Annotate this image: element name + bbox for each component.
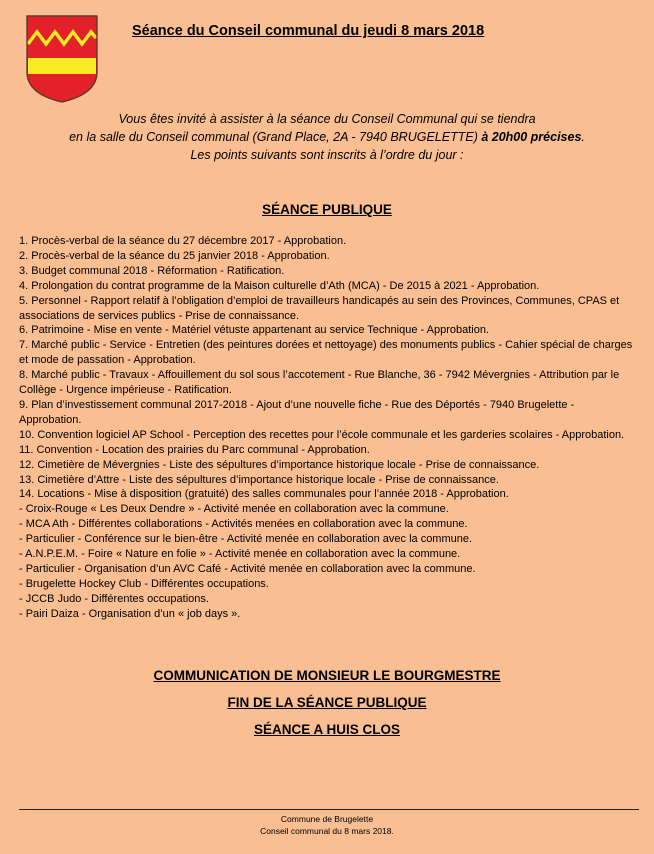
footer-meeting: Conseil communal du 8 mars 2018. [260, 826, 394, 836]
footer-municipality: Commune de Brugelette [280, 814, 374, 824]
start-time-text: à 20h00 précises [477, 130, 582, 144]
agenda-item: 9. Plan d’investissement communal 2017-2018 - Ajout d’une nouvelle fiche - Rue des Déportés - 7940 Brugelette - Approbation. [19, 398, 575, 426]
invitation-line-1: Vous êtes invité à assister à la séance du Conseil Communal qui se tiendra [118, 112, 536, 126]
invitation-text [0, 110, 654, 164]
page-title: Séance du Conseil communal du jeudi 8 mars 2018 [132, 23, 485, 39]
agenda-subitem: - A.N.P.E.M. - Foire « Nature en folie » - Activité menée en collaboration avec la commune. [19, 548, 461, 561]
mayor-communication-heading: COMMUNICATION DE MONSIEUR LE BOURGMESTRE [153, 668, 501, 683]
agenda-subitem: - MCA Ath - Différentes collaborations - Activités menées en collaboration avec la commune. [19, 518, 468, 531]
invitation-line-3: Les points suivants sont inscrits à l’ordre du jour : [190, 148, 464, 162]
end-public-session-heading: FIN DE LA SÉANCE PUBLIQUE [227, 695, 427, 710]
agenda-item: 4. Prolongation du contrat programme de la Maison culturelle d’Ath (MCA) - De 2015 à 2021 - Approbation. [19, 279, 540, 292]
agenda-subitem: - Croix-Rouge « Les Deux Dendre » - Activité menée en collaboration avec la commune. [19, 503, 449, 516]
municipal-coat-of-arms [25, 14, 99, 104]
public-session-heading: SÉANCE PUBLIQUE [262, 202, 392, 217]
agenda-item: 5. Personnel - Rapport relatif à l’obligation d’emploi de travailleurs handicapés au sein des Provinces, Communes, CPAS et associations de services publics - Prise de connaissance. [19, 294, 620, 322]
closed-session-heading: SÉANCE A HUIS CLOS [253, 722, 400, 737]
agenda-item: 3. Budget communal 2018 - Réformation - Ratification. [19, 264, 285, 277]
agenda-item: 12. Cimetière de Mévergnies - Liste des sépultures d’importance historique locale - Prise de connaissance. [19, 458, 540, 471]
venue-text: en la salle du Conseil communal (Grand Place, 2A - 7940 BRUGELETTE) [69, 130, 478, 144]
agenda-subitem: - Particulier - Conférence sur le bien-être - Activité menée en collaboration avec la commune. [19, 533, 473, 546]
agenda-item: 14. Locations - Mise à disposition (gratuité) des salles communales pour l’année 2018 - Approbation. [19, 488, 509, 501]
agenda-item: 11. Convention - Location des prairies du Parc communal - Approbation. [19, 443, 370, 456]
footer-divider [19, 809, 639, 810]
agenda-subitem: - Pairi Daiza - Organisation d’un « job days ». [19, 607, 241, 620]
agenda-item: 1. Procès-verbal de la séance du 27 décembre 2017 - Approbation. [19, 235, 347, 247]
agenda-item: 7. Marché public - Service - Entretien (des peintures dorées et nettoyage) des monuments publics - Cahier spécial de charges et mode de passation - Approbation. [19, 339, 633, 367]
agenda-subitem: - Brugelette Hockey Club - Différentes occupations. [19, 577, 269, 590]
agenda-item: 6. Patrimoine - Mise en vente - Matériel vétuste appartenant au service Technique - Approbation. [19, 324, 490, 337]
agenda-item: 8. Marché public - Travaux - Affouillement du sol sous l’accotement - Rue Blanche, 36 - 7942 Mévergnies - Attribution par le Collège - Urgence impérieuse - Ratification. [19, 369, 620, 397]
agenda-subitem: - Particulier - Organisation d’un AVC Café - Activité menée en collaboration avec la commune. [19, 562, 476, 575]
agenda-list [19, 234, 639, 622]
agenda-item: 13. Cimetière d’Attre - Liste des sépultures d’importance historique locale - Prise de connaissance. [19, 473, 499, 486]
agenda-subitem: - JCCB Judo - Différentes occupations. [19, 592, 209, 605]
agenda-item: 10. Convention logiciel AP School - Perception des recettes pour l’école communale et les garderies scolaires - Approbation. [19, 428, 625, 441]
footer [0, 813, 654, 837]
line-2-period: . [581, 130, 585, 144]
invitation-line-2 [0, 128, 654, 146]
agenda-item: 2. Procès-verbal de la séance du 25 janvier 2018 - Approbation. [19, 249, 330, 262]
